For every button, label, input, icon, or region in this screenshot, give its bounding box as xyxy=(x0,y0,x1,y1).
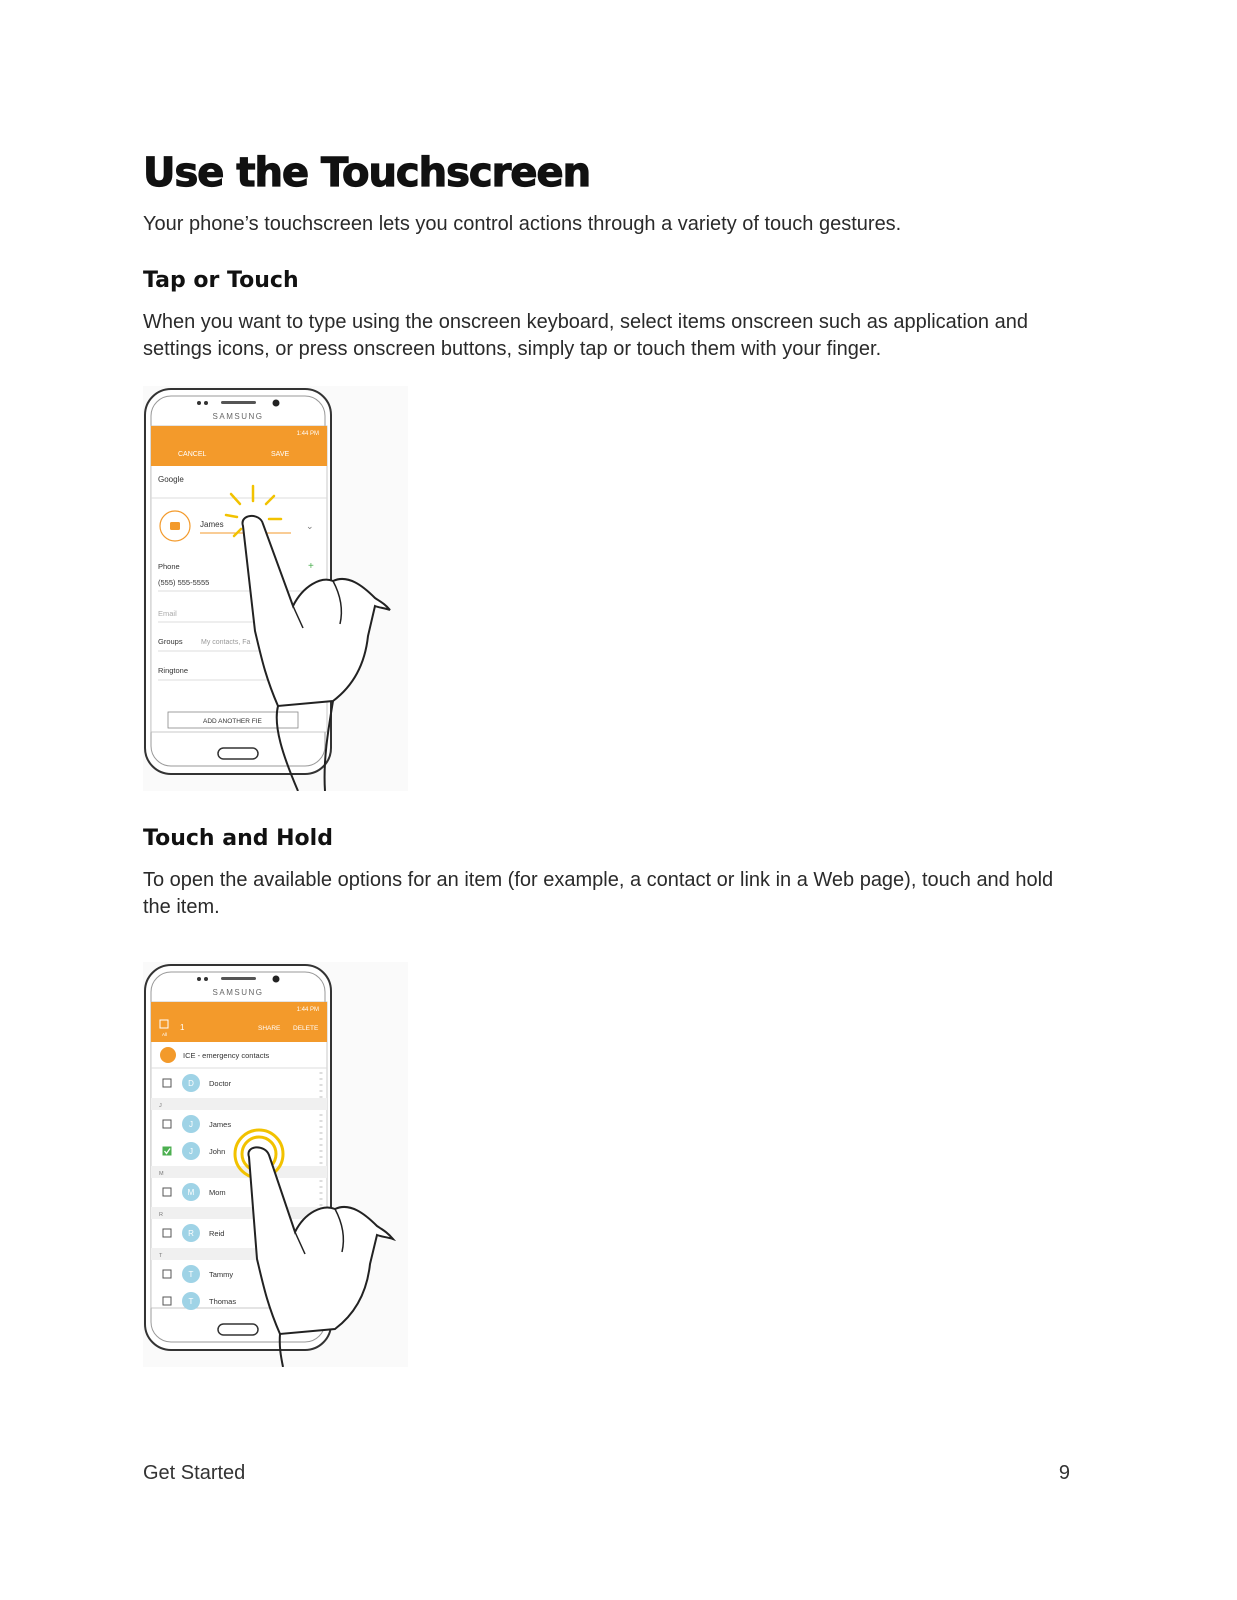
phone1-status: 1:44 PM xyxy=(296,431,319,437)
phone1-account: Google xyxy=(158,475,184,484)
contact-checkbox[interactable] xyxy=(163,1188,171,1196)
section-letter: M xyxy=(159,1171,164,1177)
phone2-status: 1:44 PM xyxy=(296,1007,319,1013)
contact-avatar-letter: D xyxy=(188,1079,194,1088)
phone1-groups-label: Groups xyxy=(158,637,183,646)
page-title: Use the Touchscreen xyxy=(143,150,591,196)
phone1-phone-label: Phone xyxy=(158,562,180,571)
section-heading-hold: Touch and Hold xyxy=(143,826,333,851)
contact-name: John xyxy=(209,1147,226,1156)
contact-checkbox[interactable] xyxy=(163,1120,171,1128)
phone1-name[interactable]: James xyxy=(200,520,224,529)
phone2-count: 1 xyxy=(180,1023,185,1032)
contact-avatar-letter: T xyxy=(188,1270,194,1279)
phone2-ice[interactable]: ICE - emergency contacts xyxy=(183,1051,270,1060)
phone1-add-field[interactable]: ADD ANOTHER FIE xyxy=(203,718,262,725)
contact-avatar-letter: J xyxy=(189,1147,193,1156)
section-letter: J xyxy=(159,1103,162,1109)
phone2-delete[interactable]: DELETE xyxy=(293,1025,319,1032)
section-letter: R xyxy=(159,1212,163,1218)
phone1-email-label[interactable]: Email xyxy=(158,609,177,618)
contact-name: Doctor xyxy=(209,1079,232,1088)
add-icon[interactable]: + xyxy=(308,561,314,572)
phone1-save[interactable]: SAVE xyxy=(271,451,290,458)
section-text-hold: To open the available options for an item (for example, a contact or link in a Web page), touch and hold the item. xyxy=(143,869,1054,918)
contact-checkbox[interactable] xyxy=(163,1079,171,1087)
section-heading-tap: Tap or Touch xyxy=(143,268,299,293)
contact-name: Reid xyxy=(209,1229,225,1238)
contact-checkbox[interactable] xyxy=(163,1297,171,1305)
phone1-cancel[interactable]: CANCEL xyxy=(178,451,207,458)
phone1-ringtone-label: Ringtone xyxy=(158,666,189,675)
contact-checkbox[interactable] xyxy=(163,1270,171,1278)
ice-icon xyxy=(160,1047,176,1063)
contact-avatar-letter: M xyxy=(187,1188,195,1197)
contact-checkbox[interactable] xyxy=(163,1229,171,1237)
chevron-down-icon[interactable]: ⌄ xyxy=(306,521,314,531)
intro-text: Your phone’s touchscreen lets you control actions through a variety of touch gestures. xyxy=(143,213,902,235)
phone1-phone-value[interactable]: (555) 555-5555 xyxy=(158,578,210,587)
phone2-share[interactable]: SHARE xyxy=(258,1025,281,1032)
phone2-all-label: All xyxy=(162,1032,168,1037)
page-number: 9 xyxy=(1058,1462,1070,1484)
section-letter: T xyxy=(159,1253,163,1259)
contact-avatar-letter: J xyxy=(189,1120,193,1129)
phone1-groups-value[interactable]: My contacts, Fa xyxy=(201,639,251,646)
hold-illustration xyxy=(143,962,408,1367)
contact-avatar-letter: T xyxy=(188,1297,194,1306)
phone2-brand: SAMSUNG xyxy=(212,988,264,997)
contact-name: Mom xyxy=(209,1188,226,1197)
footer-section-label: Get Started xyxy=(143,1462,246,1484)
contact-name: Thomas xyxy=(209,1297,237,1306)
phone1-brand: SAMSUNG xyxy=(212,412,264,421)
tap-illustration xyxy=(143,386,408,791)
contact-avatar-letter: R xyxy=(188,1229,194,1238)
contact-name: James xyxy=(209,1120,232,1129)
contact-name: Tammy xyxy=(209,1270,234,1279)
section-text-tap: When you want to type using the onscreen keyboard, select items onscreen such as application and settings icons, or press onscreen buttons, simply tap or touch them with your finger. xyxy=(143,311,1028,360)
